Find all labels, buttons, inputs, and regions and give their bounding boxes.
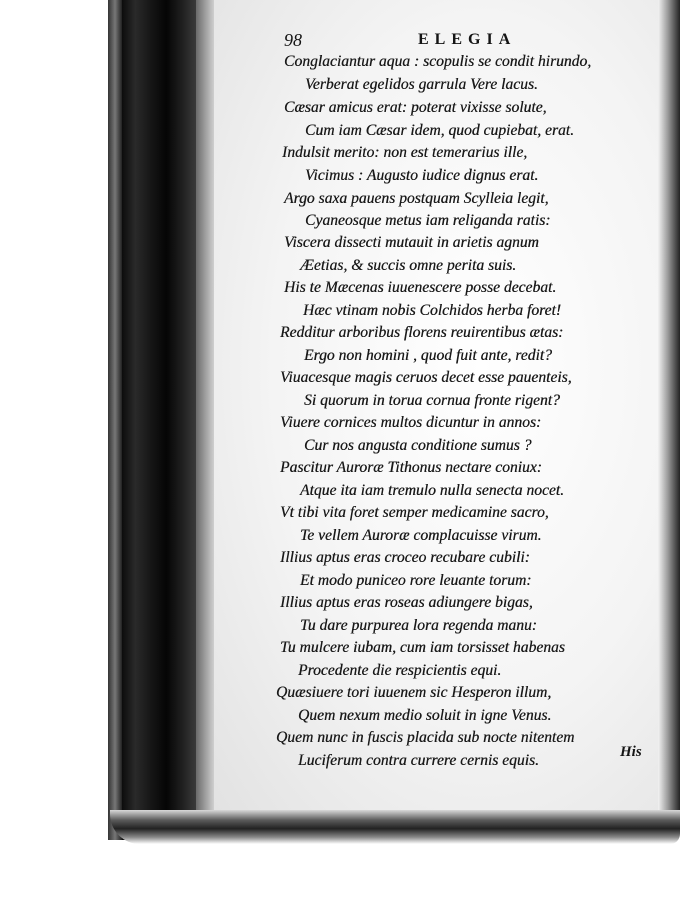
verse-line: Redditur arboribus florens reuirentibus ætas: [280,324,564,341]
verse-line: Quem nunc in fuscis placida sub nocte nitentem [276,729,575,746]
running-title: ELEGIA [418,31,517,48]
verse-line: Argo saxa pauens postquam Scylleia legit, [284,190,549,207]
verse-line: Indulsit merito: non est temerarius ille, [282,144,528,161]
verse-line: Tu mulcere iubam, cum iam torsisset habenas [280,639,565,656]
verse-line: Cur nos angusta conditione sumus ? [304,437,532,454]
verse-line: Ergo non homini , quod fuit ante, redit? [304,347,552,364]
verse-line: Atque ita iam tremulo nulla senecta nocet. [300,482,565,499]
verse-line: Pascitur Auroræ Tithonus nectare coniux: [280,459,542,476]
verse-line: Procedente die respicientis equi. [298,662,502,679]
verse-line: Cæsar amicus erat: poterat vixisse solute, [284,99,547,116]
verse-line: Et modo puniceo rore leuante torum: [300,572,532,589]
verse-line: Tu dare purpurea lora regenda manu: [300,617,537,634]
verse-line: Quæsiuere tori iuuenem sic Hesperon illum, [276,684,552,701]
verse-line: Cum iam Cæsar idem, quod cupiebat, erat. [305,122,574,139]
verse-line: Vicimus : Augusto iudice dignus erat. [305,167,539,184]
verse-line: Hæc vtinam nobis Colchidos herba foret! [303,302,561,319]
verse-line: Æetias, & succis omne perita suis. [300,257,517,274]
verse-line: Quem nexum medio soluit in igne Venus. [298,707,552,724]
verse-line: His te Mæcenas iuuenescere posse decebat. [284,279,557,296]
verse-line: Si quorum in torua cornua fronte rigent? [304,392,560,409]
verse-line: Te vellem Auroræ complacuisse virum. [300,527,542,544]
verse-line: Cyaneosque metus iam religanda ratis: [305,212,551,229]
verse-line: Verberat egelidos garrula Vere lacus. [305,76,538,93]
verse-line: Viuere cornices multos dicuntur in annos: [280,414,542,431]
verse-line: Conglaciantur aqua : scopulis se condit hirundo, [284,53,592,70]
verse-line: Illius aptus eras roseas adiungere bigas, [280,594,533,611]
verse-line: Vt tibi vita foret semper medicamine sacro, [280,504,549,521]
verse-line: Luciferum contra currere cernis equis. [298,752,539,769]
verse-line: Viscera dissecti mutauit in arietis agnum [284,234,539,251]
catchword: His [620,744,642,760]
page-number: 98 [284,30,302,50]
verse-line: Illius aptus eras croceo recubare cubili: [280,549,530,566]
verse-line: Viuacesque magis ceruos decet esse pauenteis, [280,369,572,386]
